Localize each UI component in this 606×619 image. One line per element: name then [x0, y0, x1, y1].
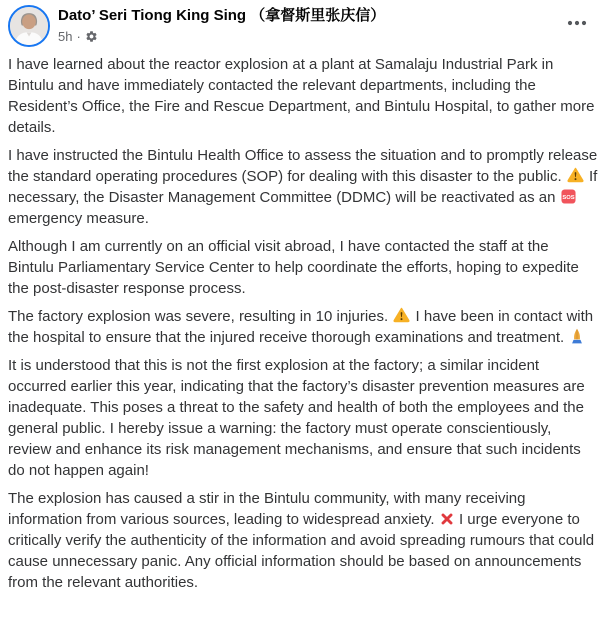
profile-photo-icon [10, 7, 48, 45]
sos-emoji [561, 189, 576, 207]
post-header [8, 5, 598, 47]
warning-emoji [567, 167, 584, 186]
post-text [8, 54, 598, 593]
post-paragraph: The explosion has caused a stir in the Bintulu community, with many receiving information from various sources, leading to widespread anxiety. I urge everyone to critically verify the authenticity of the information and avoid spreading rumours that could cause unnecessary panic. Any official information should be based on announcements from the relevant authorities. [8, 490, 595, 591]
post-paragraph: I have learned about the reactor explosion at a plant at Samalaju Industrial Park in Bintulu and have immediately contacted the relevant departments, including the Resident’s Office, the Fire and Rescue Department, and Bintulu Hospital, to gather more details. [8, 56, 595, 136]
post-paragraph: The factory explosion was severe, resulting in 10 injuries. I have been in contact with the hospital to ensure that the injured receive thorough examinations and treatment. [8, 308, 594, 346]
post-paragraph: I have instructed the Bintulu Health Office to assess the situation and to promptly release the standard operating procedures (SOP) for dealing with this disaster to the public. If necessary, the Disaster Management Committee (DDMC) will be reactivated as an SOS emergency measure. [8, 147, 598, 227]
pray-emoji [569, 328, 585, 347]
gear-icon [85, 30, 98, 43]
svg-text:SOS: SOS [561, 195, 575, 202]
ellipsis-icon [566, 15, 588, 30]
header-text [58, 5, 562, 45]
post-meta [58, 28, 562, 45]
warning-emoji [393, 307, 410, 326]
more-options-button[interactable] [562, 9, 592, 36]
meta-separator: · [76, 29, 81, 44]
avatar[interactable] [8, 5, 50, 47]
cross-emoji [440, 512, 454, 529]
post-paragraph: Although I am currently on an official visit abroad, I have contacted the staff at the Bintulu Parliamentary Service Center to help coordinate the efforts, hoping to expedite the post-disaster response process. [8, 238, 579, 297]
author-name[interactable]: Dato’ Seri Tiong King Sing （拿督斯里张庆信） [58, 7, 386, 24]
post-paragraph: It is understood that this is not the first explosion at the factory; a similar incident occurred earlier this year, indicating that the factory’s disaster prevention measures are inadequate. This poses a threat to the safety and health of both the employees and the general public. I hereby issue a warning: the factory must operate conscientiously, review and enhance its risk management mechanisms, and ensure that such incidents do not happen again! [8, 357, 585, 479]
timestamp[interactable]: 5h [58, 29, 73, 44]
